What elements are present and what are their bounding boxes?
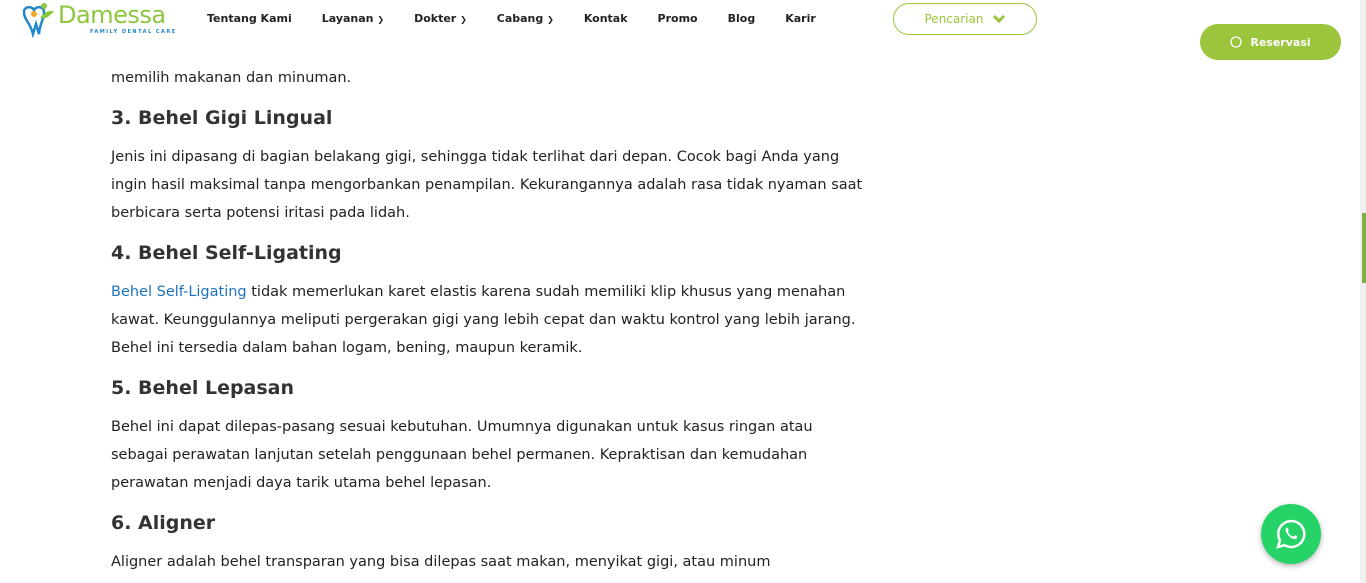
paragraph: memilih makanan dan minuman. xyxy=(111,70,352,86)
nav-label: Dokter xyxy=(414,12,457,25)
nav-label: Cabang xyxy=(496,12,544,25)
scrollbar[interactable] xyxy=(1360,0,1366,583)
whatsapp-icon xyxy=(1230,36,1242,48)
logo-name: Damessa xyxy=(58,1,166,29)
reservation-button[interactable] xyxy=(1200,24,1341,60)
paragraph: Jenis ini dipasang di bagian belakang gigi, sehingga tidak terlihat dari depan. Cocok bagi Anda yang ingin hasil maksimal tanpa mengorbankan penampilan. Kekurangannya adalah rasa tidak nyaman saat berbicara serta potensi iritasi pada lidah. xyxy=(111,149,863,221)
nav-blog[interactable]: Blog xyxy=(727,12,756,25)
nav-tentang-kami[interactable]: Tentang Kami xyxy=(207,12,292,25)
main-nav xyxy=(207,12,846,25)
self-ligating-link[interactable]: Behel Self-Ligating xyxy=(111,284,247,300)
whatsapp-icon xyxy=(1275,518,1307,550)
search-label: Pencarian xyxy=(924,12,984,26)
nav-kontak[interactable]: Kontak xyxy=(583,12,628,25)
site-header xyxy=(0,0,1360,70)
nav-label: Layanan xyxy=(321,12,374,25)
paragraph: Aligner adalah behel transparan yang bisa dilepas saat makan, menyikat gigi, atau minum xyxy=(111,554,771,570)
paragraph: Behel ini dapat dilepas-pasang sesuai kebutuhan. Umumnya digunakan untuk kasus ringan atau sebagai perawatan lanjutan setelah penggunaan behel permanen. Kepraktisan dan kemudahan perawatan menjadi daya tarik utama behel lepasan. xyxy=(111,419,813,491)
section-heading: 5. Behel Lepasan xyxy=(111,377,295,399)
section-heading: 3. Behel Gigi Lingual xyxy=(111,107,333,129)
search-button[interactable] xyxy=(893,3,1037,35)
chevron-down-icon: ❯ xyxy=(547,15,554,24)
nav-cabang[interactable] xyxy=(497,12,554,25)
logo-tagline: FAMILY DENTAL CARE xyxy=(90,29,177,35)
paragraph xyxy=(111,278,871,362)
nav-promo[interactable]: Promo xyxy=(657,12,698,25)
nav-karir[interactable]: Karir xyxy=(785,12,816,25)
chevron-down-icon xyxy=(993,15,1005,24)
logo[interactable] xyxy=(20,1,177,38)
paragraph-text: tidak memerlukan karet elastis karena sudah memiliki klip khusus yang menahan kawat. Keunggulannya meliputi pergerakan gigi yang lebih cepat dan waktu kontrol yang lebih jarang. Behel ini tersedia dalam bahan logam, bening, maupun keramik. xyxy=(111,284,856,356)
section-heading: 4. Behel Self-Ligating xyxy=(111,242,342,264)
chevron-down-icon: ❯ xyxy=(460,15,467,24)
section-heading: 6. Aligner xyxy=(111,512,216,534)
logo-icon xyxy=(20,2,56,38)
whatsapp-float-button[interactable] xyxy=(1261,504,1321,564)
nav-layanan[interactable] xyxy=(322,12,384,25)
chevron-down-icon: ❯ xyxy=(377,15,385,24)
article-content xyxy=(111,64,871,576)
reservation-label: Reservasi xyxy=(1250,35,1311,49)
nav-dokter[interactable] xyxy=(414,12,467,25)
scrollbar-thumb[interactable] xyxy=(1362,213,1366,283)
